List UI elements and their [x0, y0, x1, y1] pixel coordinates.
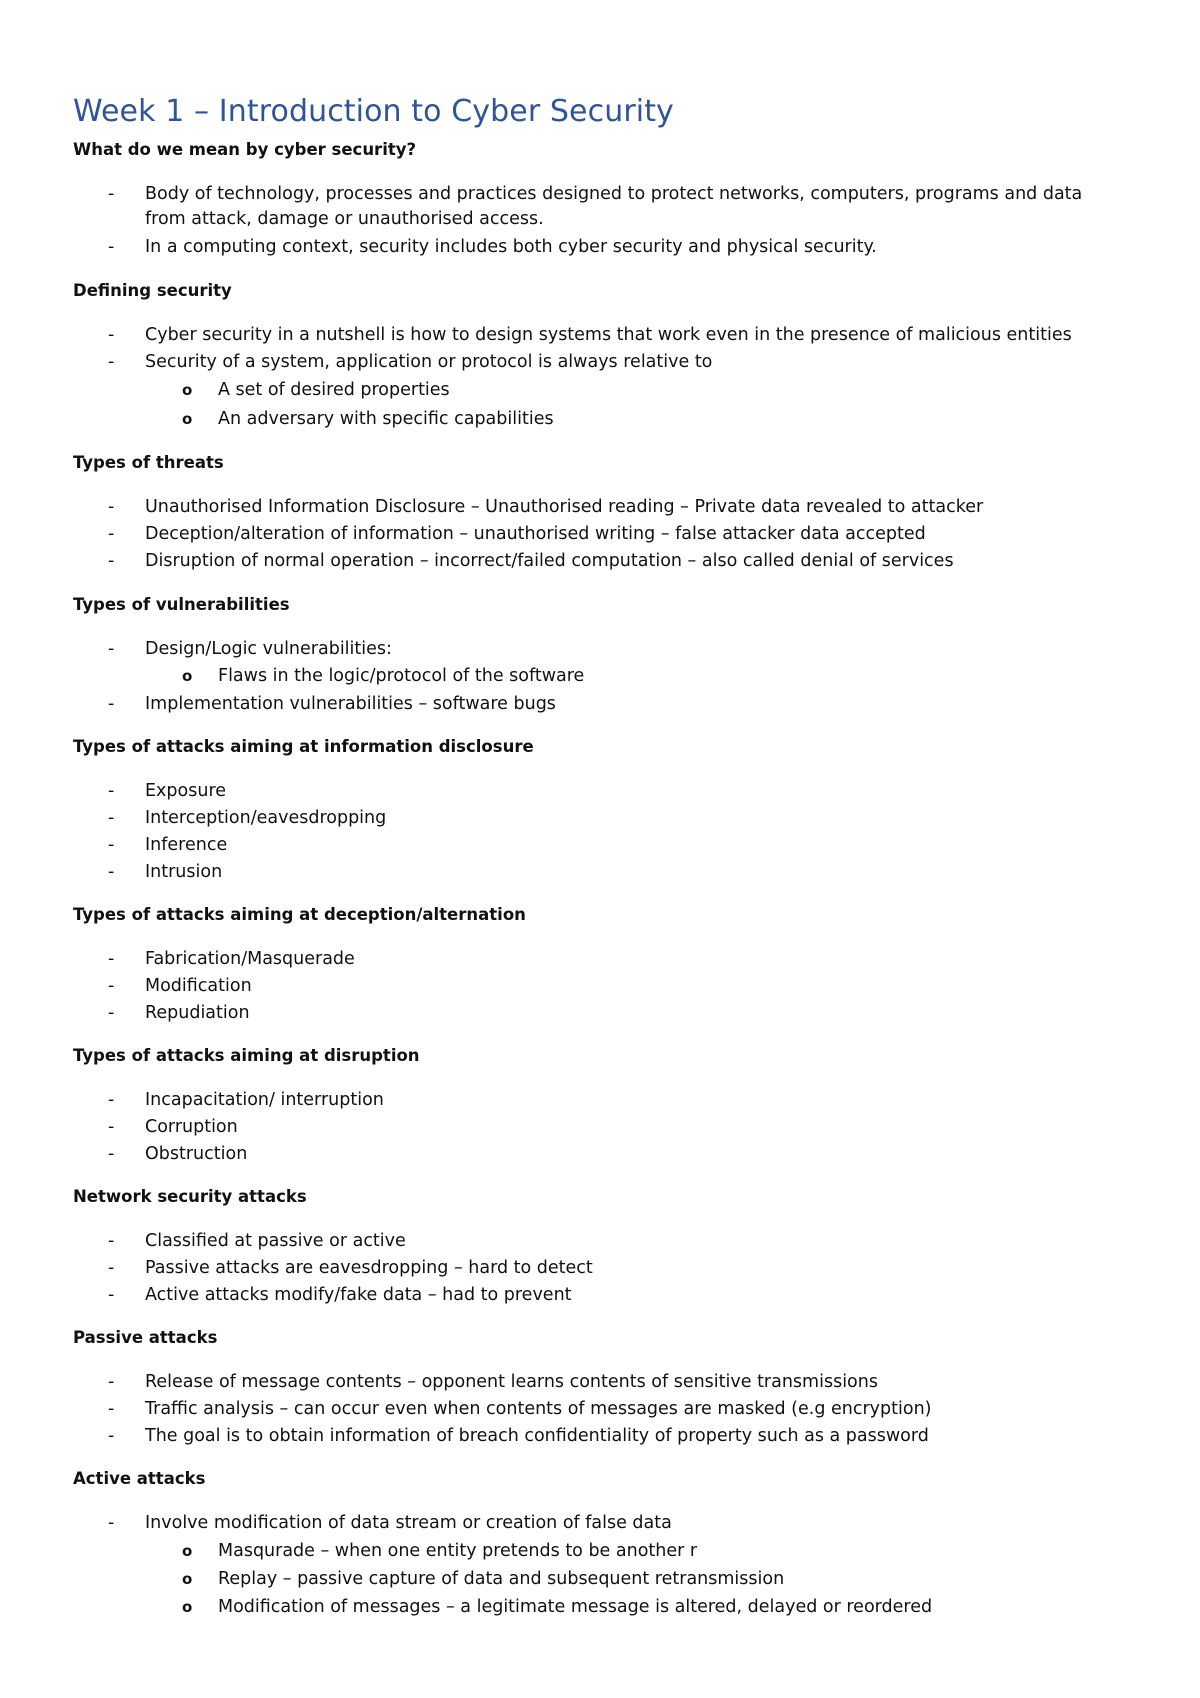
dash-bullet: - [108, 352, 115, 372]
dash-bullet: - [108, 949, 115, 969]
section-heading: Types of attacks aiming at deception/alternation [73, 905, 526, 924]
list-item: Intrusion [145, 862, 223, 882]
list-item: Involve modification of data stream or creation of false data [145, 1513, 672, 1533]
dash-bullet: - [108, 808, 115, 828]
list-item: Body of technology, processes and practices designed to protect networks, computers, programs and data [145, 184, 1083, 204]
dash-bullet: - [108, 524, 115, 544]
dash-bullet: - [108, 781, 115, 801]
dash-bullet: - [108, 1285, 115, 1305]
list-item: Security of a system, application or protocol is always relative to [145, 352, 713, 372]
circle-bullet: o [182, 1598, 193, 1616]
list-item: In a computing context, security includes both cyber security and physical security. [145, 237, 877, 257]
dash-bullet: - [108, 835, 115, 855]
dash-bullet: - [108, 184, 115, 204]
sub-list-item: A set of desired properties [218, 380, 450, 400]
dash-bullet: - [108, 1372, 115, 1392]
sub-list-item: Flaws in the logic/protocol of the software [218, 666, 585, 686]
list-item: Fabrication/Masquerade [145, 949, 355, 969]
list-item: Traffic analysis – can occur even when contents of messages are masked (e.g encryption) [145, 1399, 932, 1419]
list-item: Incapacitation/ interruption [145, 1090, 384, 1110]
list-item: Disruption of normal operation – incorrect/failed computation – also called denial of services [145, 551, 954, 571]
page-title: Week 1 – Introduction to Cyber Security [73, 94, 674, 129]
dash-bullet: - [108, 1231, 115, 1251]
dash-bullet: - [108, 1003, 115, 1023]
list-item: Inference [145, 835, 228, 855]
dash-bullet: - [108, 237, 115, 257]
list-item: Modification [145, 976, 252, 996]
list-item: Interception/eavesdropping [145, 808, 387, 828]
dash-bullet: - [108, 1117, 115, 1137]
circle-bullet: o [182, 1542, 193, 1560]
circle-bullet: o [182, 1570, 193, 1588]
dash-bullet: - [108, 694, 115, 714]
list-item: Unauthorised Information Disclosure – Unauthorised reading – Private data revealed to attacker [145, 497, 984, 517]
list-item: Classified at passive or active [145, 1231, 406, 1251]
section-heading: Types of threats [73, 453, 224, 472]
list-item: Corruption [145, 1117, 238, 1137]
list-item: Active attacks modify/fake data – had to prevent [145, 1285, 572, 1305]
section-heading: Network security attacks [73, 1187, 307, 1206]
circle-bullet: o [182, 381, 193, 399]
circle-bullet: o [182, 410, 193, 428]
dash-bullet: - [108, 1258, 115, 1278]
dash-bullet: - [108, 639, 115, 659]
list-item: The goal is to obtain information of breach confidentiality of property such as a password [145, 1426, 929, 1446]
list-item: Exposure [145, 781, 227, 801]
dash-bullet: - [108, 1426, 115, 1446]
sub-list-item: Replay – passive capture of data and subsequent retransmission [218, 1569, 785, 1589]
section-heading: Types of attacks aiming at information disclosure [73, 737, 534, 756]
sub-list-item: Modification of messages – a legitimate message is altered, delayed or reordered [218, 1597, 933, 1617]
dash-bullet: - [108, 862, 115, 882]
dash-bullet: - [108, 1399, 115, 1419]
section-heading: Types of vulnerabilities [73, 595, 290, 614]
dash-bullet: - [108, 1090, 115, 1110]
list-item: Release of message contents – opponent learns contents of sensitive transmissions [145, 1372, 878, 1392]
sub-list-item: An adversary with specific capabilities [218, 409, 554, 429]
list-item: Passive attacks are eavesdropping – hard to detect [145, 1258, 593, 1278]
list-item: Obstruction [145, 1144, 248, 1164]
dash-bullet: - [108, 497, 115, 517]
dash-bullet: - [108, 976, 115, 996]
section-heading: What do we mean by cyber security? [73, 140, 417, 159]
list-item: Cyber security in a nutshell is how to design systems that work even in the presence of malicious entities [145, 325, 1072, 345]
list-item: Design/Logic vulnerabilities: [145, 639, 392, 659]
dash-bullet: - [108, 1144, 115, 1164]
list-item: Deception/alteration of information – unauthorised writing – false attacker data accepted [145, 524, 926, 544]
sub-list-item: Masqurade – when one entity pretends to be another r [218, 1541, 698, 1561]
section-heading: Active attacks [73, 1469, 206, 1488]
list-item: Repudiation [145, 1003, 250, 1023]
section-heading: Passive attacks [73, 1328, 218, 1347]
list-item-continuation: from attack, damage or unauthorised access. [145, 209, 544, 229]
dash-bullet: - [108, 325, 115, 345]
section-heading: Defining security [73, 281, 232, 300]
circle-bullet: o [182, 667, 193, 685]
dash-bullet: - [108, 551, 115, 571]
list-item: Implementation vulnerabilities – software bugs [145, 694, 556, 714]
section-heading: Types of attacks aiming at disruption [73, 1046, 420, 1065]
dash-bullet: - [108, 1513, 115, 1533]
